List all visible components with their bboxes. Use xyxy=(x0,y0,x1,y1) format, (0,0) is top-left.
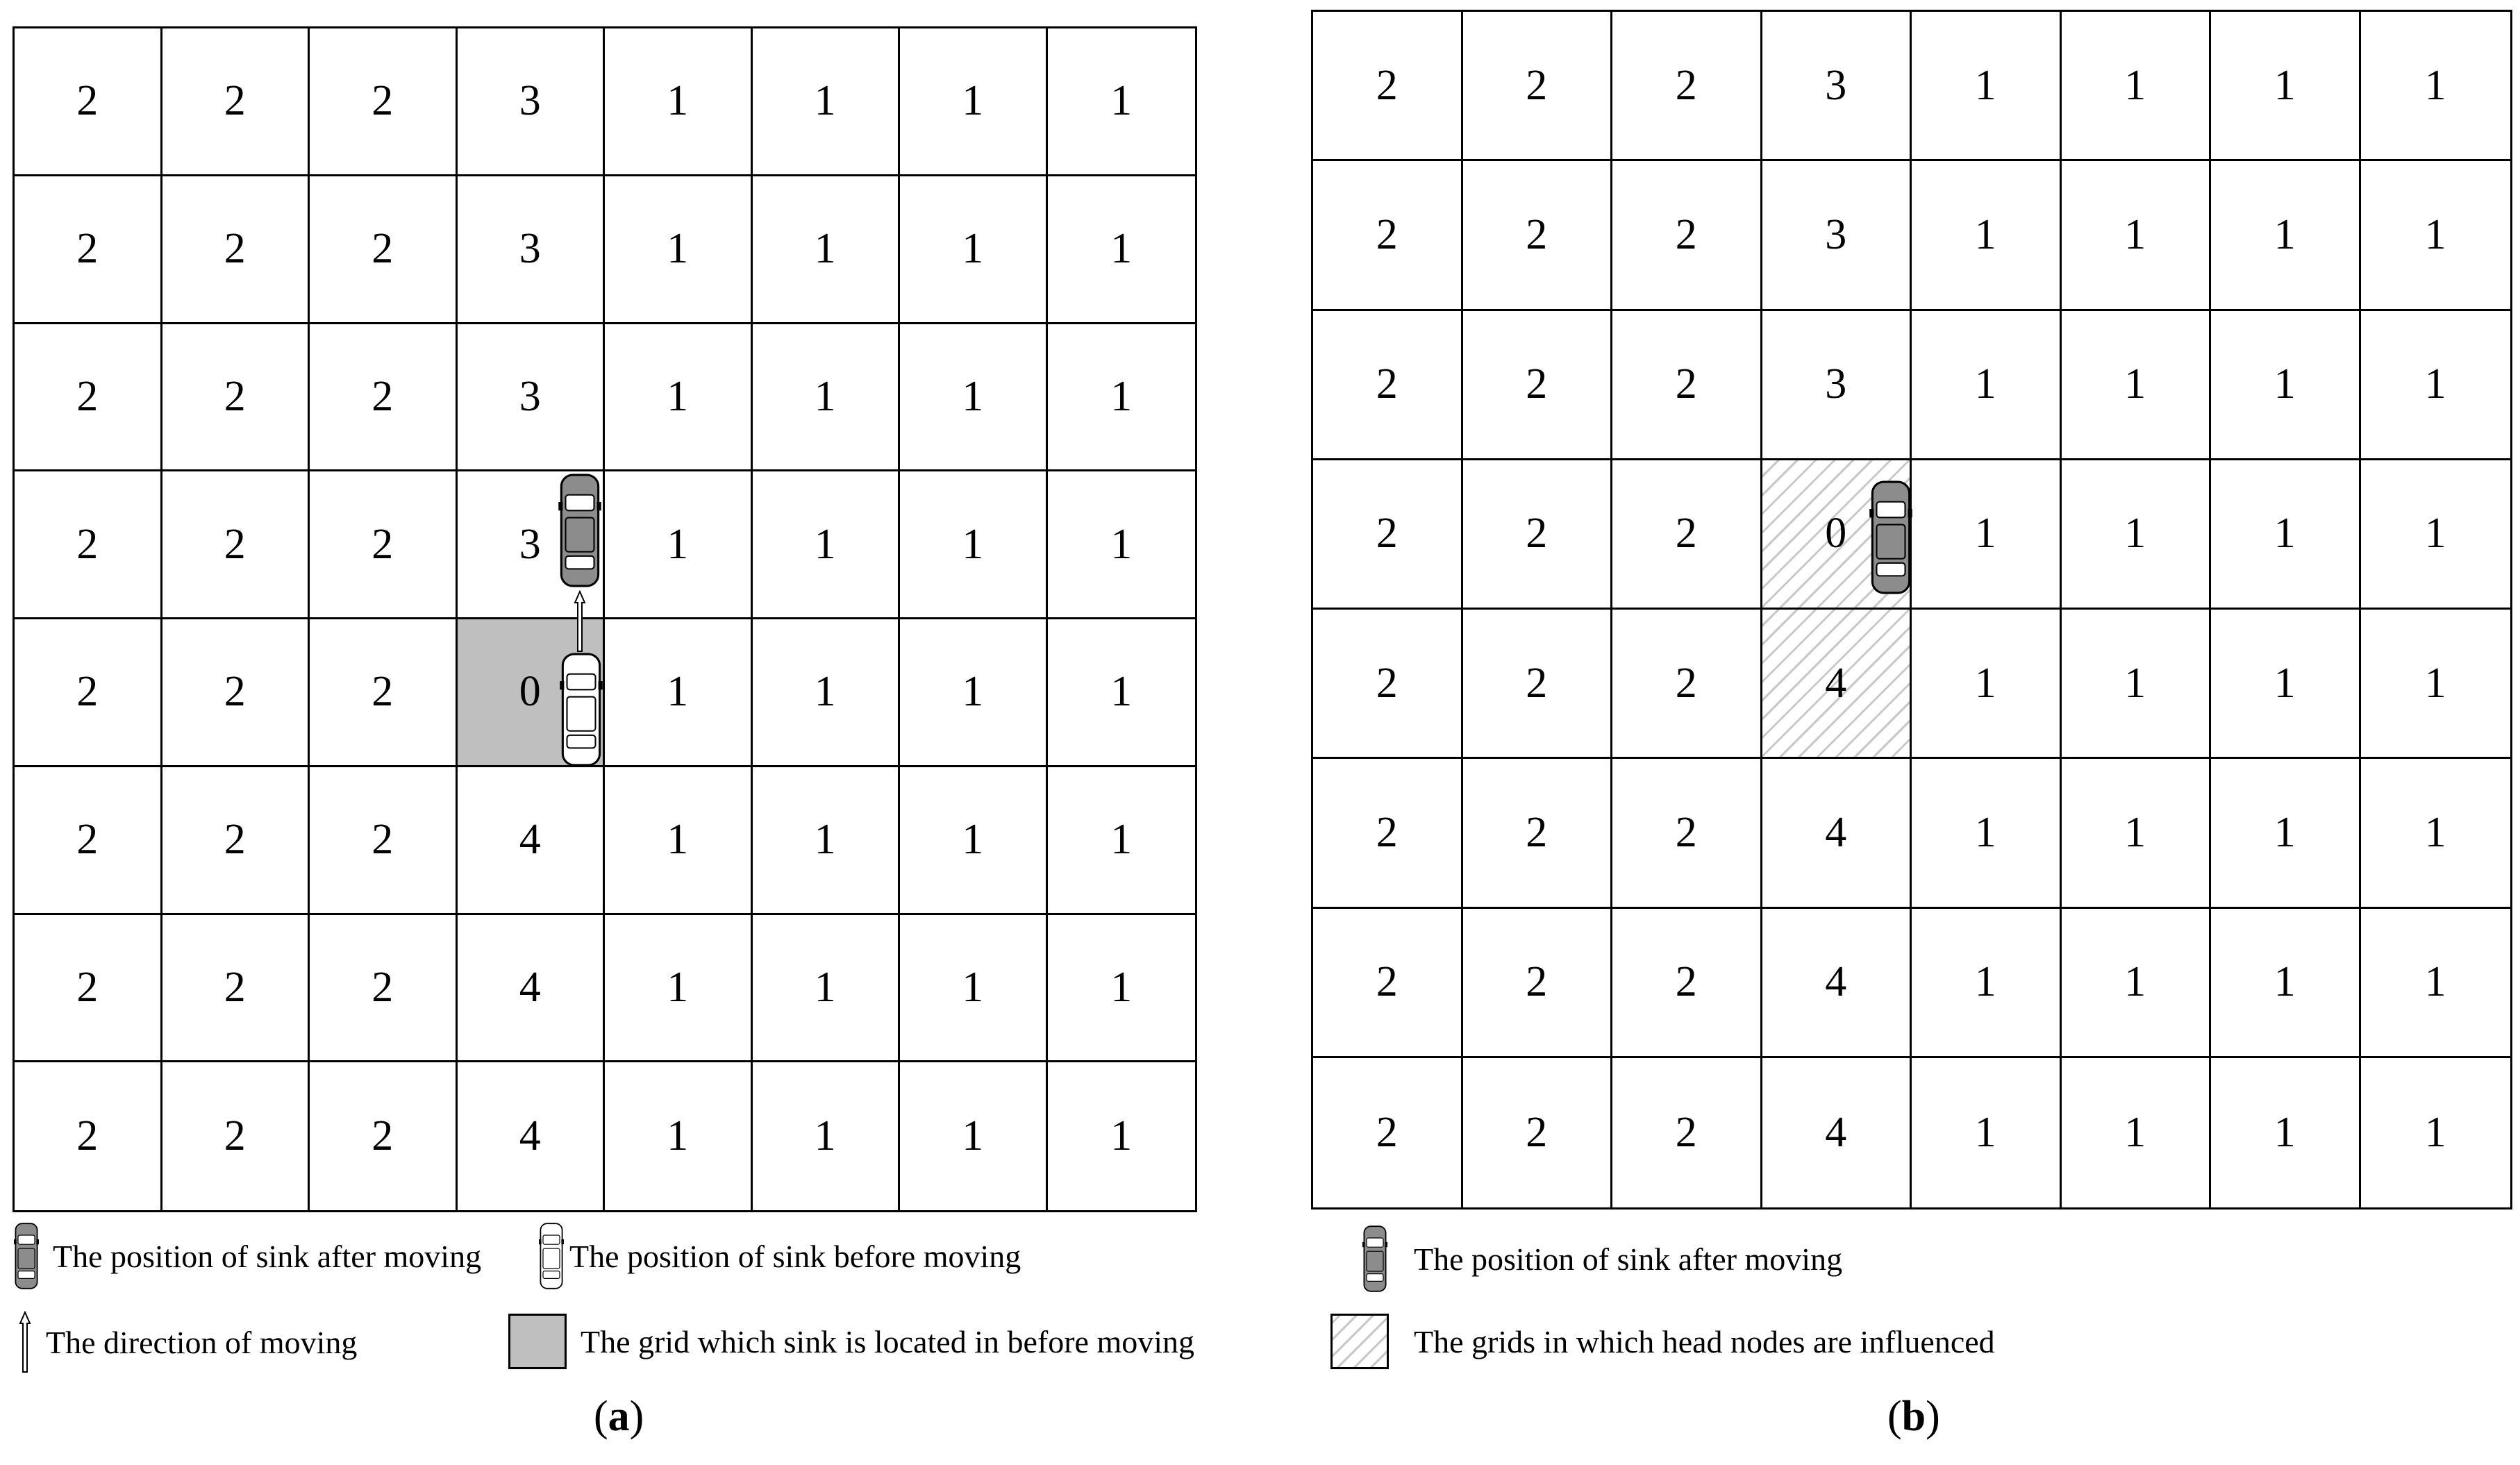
grid-cell-value: 1 xyxy=(1110,225,1133,273)
grid-cell-value: 2 xyxy=(224,77,246,125)
grid-cell xyxy=(1612,460,1762,610)
grid-cell xyxy=(15,324,162,472)
grid-cell xyxy=(1313,909,1463,1058)
grid-cell xyxy=(2211,1058,2361,1207)
grid-cell-value: 2 xyxy=(224,816,246,864)
grid-cell xyxy=(15,619,162,767)
grid-cell xyxy=(2211,161,2361,310)
grid-cell-value: 1 xyxy=(1110,77,1133,125)
grid-cell-value: 4 xyxy=(1825,1108,1847,1156)
grid-cell xyxy=(1313,12,1463,161)
grid-cell-value: 2 xyxy=(1526,61,1548,109)
grid-cell xyxy=(1048,28,1196,176)
grid-cell-value: 2 xyxy=(1675,61,1697,109)
grid-cell xyxy=(162,176,310,324)
caption-b: (b) xyxy=(1887,1393,1940,1440)
grid-cell-value: 2 xyxy=(1675,210,1697,258)
grid-cell xyxy=(753,1062,901,1210)
grid-cell-value: 1 xyxy=(962,668,984,716)
grid-cell-value: 2 xyxy=(372,816,394,864)
grid-cell xyxy=(1612,311,1762,460)
sink-after-moving-car-icon xyxy=(1869,480,1912,594)
grid-cell-value: 2 xyxy=(1675,659,1697,707)
grid-cell xyxy=(2361,12,2511,161)
grid-cell-value: 2 xyxy=(76,372,99,420)
grid-cell-value: 1 xyxy=(2124,1108,2146,1156)
grid-cell-value: 1 xyxy=(814,1112,836,1160)
grid-cell xyxy=(1762,1058,1912,1207)
grid-cell-value: 1 xyxy=(2273,958,2296,1006)
grid-cell-value: 1 xyxy=(814,77,836,125)
grid-cell xyxy=(900,619,1048,767)
grid-cell xyxy=(1048,324,1196,472)
grid-cell-value: 4 xyxy=(1825,808,1847,856)
grid-cell xyxy=(310,1062,458,1210)
grid-cell-value: 3 xyxy=(519,520,541,568)
grid-cell xyxy=(2211,909,2361,1058)
car-dark-icon xyxy=(1362,1225,1387,1293)
grid-cell-value: 1 xyxy=(1974,510,1996,558)
grid-cell xyxy=(310,619,458,767)
grid-cell xyxy=(2361,311,2511,460)
grid-cell xyxy=(2361,460,2511,610)
grid-cell-value: 1 xyxy=(2424,958,2446,1006)
grid-cell xyxy=(1463,311,1613,460)
grid-cell xyxy=(1048,619,1196,767)
grid-cell xyxy=(900,176,1048,324)
grid-cell-value: 1 xyxy=(1974,61,1996,109)
grid-cell xyxy=(1612,759,1762,908)
grid-cell xyxy=(1313,1058,1463,1207)
grid-cell xyxy=(2361,909,2511,1058)
grid-cell xyxy=(1762,909,1912,1058)
grid-cell-value: 2 xyxy=(224,668,246,716)
grid-cell-value: 2 xyxy=(1675,360,1697,408)
grid-cell-value: 1 xyxy=(2124,360,2146,408)
grid-cell xyxy=(2361,759,2511,908)
grid-cell-value: 1 xyxy=(2424,1108,2446,1156)
grid-cell xyxy=(1912,759,2062,908)
grid-cell xyxy=(1912,460,2062,610)
grid-cell xyxy=(1912,1058,2062,1207)
grid-cell-value: 2 xyxy=(1376,510,1398,558)
grid-cell xyxy=(2062,610,2212,759)
grid-cell xyxy=(753,619,901,767)
grid-cell xyxy=(605,767,753,915)
grid-cell-value: 2 xyxy=(1376,61,1398,109)
grid-cell xyxy=(753,176,901,324)
grid-cell-value: 1 xyxy=(2273,659,2296,707)
grid-cell xyxy=(900,1062,1048,1210)
sink-after-moving-car-icon xyxy=(558,474,601,587)
grid-cell xyxy=(2062,12,2212,161)
grid-cell-value: 1 xyxy=(2424,808,2446,856)
legend-sink-after-label: The position of sink after moving xyxy=(53,1238,482,1274)
grid-cell xyxy=(2211,460,2361,610)
grid-cell-value: 2 xyxy=(224,372,246,420)
grid-cell xyxy=(2211,12,2361,161)
grid-cell-value: 2 xyxy=(1675,808,1697,856)
grid-cell xyxy=(753,28,901,176)
grid-cell-value: 2 xyxy=(1526,808,1548,856)
grid-cell-value: 1 xyxy=(2124,61,2146,109)
grid-cell xyxy=(1463,909,1613,1058)
grid-cell-value: 1 xyxy=(814,520,836,568)
grid-cell xyxy=(1313,610,1463,759)
grid-cell-value: 1 xyxy=(962,816,984,864)
grid-cell-value: 2 xyxy=(1376,360,1398,408)
grid-cell-value: 1 xyxy=(814,668,836,716)
grid-cell-value: 2 xyxy=(76,520,99,568)
grid-a xyxy=(12,26,1197,1212)
grid-cell-value: 1 xyxy=(1974,659,1996,707)
grid-cell-value: 1 xyxy=(2124,659,2146,707)
grid-cell xyxy=(2062,460,2212,610)
legend-sink-before xyxy=(539,1222,1021,1290)
grid-cell xyxy=(1762,759,1912,908)
grid-cell xyxy=(900,915,1048,1063)
grid-cell xyxy=(1463,460,1613,610)
grid-cell xyxy=(1048,1062,1196,1210)
grid-cell-value: 1 xyxy=(1110,816,1133,864)
grid-cell-value: 2 xyxy=(1376,1108,1398,1156)
grid-cell-value: 1 xyxy=(814,225,836,273)
grid-cell-value: 1 xyxy=(667,77,689,125)
legend-direction-label: The direction of moving xyxy=(46,1324,358,1360)
grid-cell-value: 2 xyxy=(372,225,394,273)
grid-cell xyxy=(162,915,310,1063)
grid-cell xyxy=(2062,311,2212,460)
grid-cell-value: 1 xyxy=(962,520,984,568)
grid-cell-value: 2 xyxy=(224,963,246,1011)
grid-cell xyxy=(458,1062,606,1210)
car-light-icon xyxy=(539,1222,564,1290)
grid-cell xyxy=(1048,471,1196,619)
grid-cell xyxy=(458,28,606,176)
grid-cell-value: 1 xyxy=(1974,1108,1996,1156)
grid-cell xyxy=(1762,311,1912,460)
grid-cell-value: 3 xyxy=(1825,360,1847,408)
grid-cell-value: 1 xyxy=(814,816,836,864)
legend-sink-before-label: The position of sink before moving xyxy=(569,1238,1021,1274)
grid-cell-value: 1 xyxy=(1974,808,1996,856)
grid-cell xyxy=(753,324,901,472)
grid-cell xyxy=(2062,161,2212,310)
grid-cell-value: 3 xyxy=(519,225,541,273)
grid-cell xyxy=(310,915,458,1063)
grid-cell-value: 2 xyxy=(1526,958,1548,1006)
grid-cell-value: 1 xyxy=(1110,668,1133,716)
grid-cell xyxy=(458,176,606,324)
legend-direction xyxy=(18,1311,357,1373)
grid-cell-value: 1 xyxy=(667,963,689,1011)
grid-cell xyxy=(162,767,310,915)
grid-cell xyxy=(162,619,310,767)
grid-cell-value: 2 xyxy=(1675,1108,1697,1156)
grid-cell-value: 1 xyxy=(667,225,689,273)
grid-cell-value: 2 xyxy=(224,520,246,568)
panel-b xyxy=(1250,0,2520,1465)
grid-cell xyxy=(15,767,162,915)
grid-cell-value: 2 xyxy=(372,1112,394,1160)
grid-cell xyxy=(2062,759,2212,908)
grid-cell-value: 1 xyxy=(667,372,689,420)
grid-cell xyxy=(1463,759,1613,908)
grid-cell-value: 1 xyxy=(1974,360,1996,408)
grid-cell xyxy=(310,767,458,915)
grid-cell xyxy=(1463,610,1613,759)
grid-cell xyxy=(1762,161,1912,310)
grid-cell xyxy=(162,471,310,619)
grid-cell-value: 1 xyxy=(2124,958,2146,1006)
grid-cell xyxy=(605,324,753,472)
grid-cell xyxy=(162,324,310,472)
grid-cell xyxy=(1048,767,1196,915)
grid-cell-value: 2 xyxy=(76,963,99,1011)
grid-cell-value: 1 xyxy=(814,372,836,420)
grid-cell-value: 1 xyxy=(1110,963,1133,1011)
grid-cell-value: 1 xyxy=(2273,808,2296,856)
legend-sink-after-b xyxy=(1362,1225,1842,1293)
grid-cell xyxy=(753,767,901,915)
grid-cell xyxy=(753,915,901,1063)
grid-cell xyxy=(458,915,606,1063)
grid-cell-value: 2 xyxy=(372,963,394,1011)
grid-cell-value: 0 xyxy=(1825,510,1847,558)
caption-b-letter: b xyxy=(1901,1393,1926,1440)
legend-influenced-label: The grids in which head nodes are influenced xyxy=(1414,1323,1995,1359)
grid-cell-value: 1 xyxy=(962,1112,984,1160)
grid-cell-value: 1 xyxy=(962,372,984,420)
grid-cell-value: 1 xyxy=(2424,360,2446,408)
legend-influenced xyxy=(1330,1314,1995,1369)
grid-cell xyxy=(1313,759,1463,908)
grid-cell xyxy=(15,471,162,619)
grid-cell-value: 1 xyxy=(2124,210,2146,258)
grid-cell xyxy=(753,471,901,619)
grid-cell xyxy=(1463,1058,1613,1207)
grid-cell-value: 2 xyxy=(1376,210,1398,258)
grid-cell-value: 4 xyxy=(1825,958,1847,1006)
grid-cell xyxy=(2211,759,2361,908)
grid-cell xyxy=(310,28,458,176)
grid-cell xyxy=(162,1062,310,1210)
grid-cell-value: 1 xyxy=(667,668,689,716)
grid-cell xyxy=(900,471,1048,619)
grid-cell-value: 2 xyxy=(224,225,246,273)
grid-cell-value: 2 xyxy=(1376,958,1398,1006)
grid-cell-value: 2 xyxy=(372,77,394,125)
grid-b xyxy=(1311,10,2512,1209)
grid-cell xyxy=(1912,12,2062,161)
legend-sink-after xyxy=(14,1222,481,1290)
grid-cell-value: 2 xyxy=(76,816,99,864)
grid-cell-value: 2 xyxy=(1526,659,1548,707)
grid-cell-value: 0 xyxy=(519,668,541,716)
grid-cell xyxy=(605,1062,753,1210)
grid-cell xyxy=(900,28,1048,176)
grid-cell xyxy=(605,915,753,1063)
grid-cell-value: 2 xyxy=(1526,360,1548,408)
grid-cell-value: 1 xyxy=(1110,520,1133,568)
grid-cell-value: 1 xyxy=(1110,372,1133,420)
grid-cell-value: 2 xyxy=(1675,958,1697,1006)
grid-cell-value: 4 xyxy=(519,1112,541,1160)
grid-cell xyxy=(605,176,753,324)
grid-cell-value: 1 xyxy=(2273,1108,2296,1156)
legend-grid-before-label: The grid which sink is located in before moving xyxy=(581,1323,1195,1359)
grid-cell xyxy=(1912,311,2062,460)
grid-cell xyxy=(1762,610,1912,759)
up-arrow-icon xyxy=(18,1311,32,1373)
grid-cell-value: 2 xyxy=(372,668,394,716)
legend-grid-before xyxy=(508,1314,1194,1369)
hatch-swatch-icon xyxy=(1330,1314,1389,1369)
grid-cell xyxy=(1313,161,1463,310)
grid-cell-value: 1 xyxy=(2273,510,2296,558)
grid-cell-value: 1 xyxy=(1974,958,1996,1006)
grid-cell-value: 2 xyxy=(1526,1108,1548,1156)
grid-cell xyxy=(310,324,458,472)
grid-cell xyxy=(1912,161,2062,310)
grid-cell-value: 1 xyxy=(667,816,689,864)
grid-cell-value: 1 xyxy=(2424,210,2446,258)
grid-cell-value: 2 xyxy=(372,520,394,568)
grid-cell xyxy=(310,176,458,324)
grid-cell-value: 1 xyxy=(2124,510,2146,558)
grid-cell xyxy=(1612,161,1762,310)
grid-cell-value: 1 xyxy=(2124,808,2146,856)
sink-before-moving-car-icon xyxy=(560,653,603,767)
grid-cell-value: 3 xyxy=(1825,61,1847,109)
grid-cell xyxy=(15,1062,162,1210)
grid-cell xyxy=(900,324,1048,472)
grid-cell xyxy=(15,915,162,1063)
grid-cell-value: 1 xyxy=(962,225,984,273)
grid-cell xyxy=(15,28,162,176)
grid-cell xyxy=(900,767,1048,915)
grid-cell-value: 2 xyxy=(1376,659,1398,707)
grid-cell xyxy=(1048,176,1196,324)
grid-cell xyxy=(2062,909,2212,1058)
direction-arrow-icon xyxy=(574,590,586,653)
grid-cell-value: 1 xyxy=(2273,210,2296,258)
grid-cell xyxy=(2211,311,2361,460)
grid-cell xyxy=(1313,311,1463,460)
car-dark-icon xyxy=(14,1222,39,1290)
grid-cell xyxy=(1463,12,1613,161)
grid-cell xyxy=(2211,610,2361,759)
grid-cell-value: 2 xyxy=(1376,808,1398,856)
grid-cell xyxy=(458,767,606,915)
grid-cell xyxy=(1912,610,2062,759)
grid-cell xyxy=(310,471,458,619)
grid-cell-value: 2 xyxy=(1526,510,1548,558)
grid-cell xyxy=(1463,161,1613,310)
grid-cell-value: 2 xyxy=(372,372,394,420)
grid-cell xyxy=(1612,909,1762,1058)
grid-cell xyxy=(458,324,606,472)
grid-cell-value: 1 xyxy=(2424,659,2446,707)
grid-cell-value: 2 xyxy=(76,225,99,273)
grid-cell xyxy=(1912,909,2062,1058)
grid-cell xyxy=(1313,460,1463,610)
grid-cell xyxy=(2062,1058,2212,1207)
grid-cell-value: 1 xyxy=(2424,510,2446,558)
grid-cell-value: 4 xyxy=(1825,659,1847,707)
grid-cell xyxy=(605,471,753,619)
grid-cell-value: 1 xyxy=(814,963,836,1011)
legend-sink-after-b-label: The position of sink after moving xyxy=(1414,1241,1843,1277)
panel-a xyxy=(0,0,1250,1465)
grid-cell-value: 1 xyxy=(2273,360,2296,408)
caption-a: (a) xyxy=(594,1393,644,1440)
grid-cell xyxy=(1612,12,1762,161)
grid-cell-value: 1 xyxy=(962,963,984,1011)
grid-cell-value: 1 xyxy=(2424,61,2446,109)
grid-cell-value: 2 xyxy=(224,1112,246,1160)
grid-cell-value: 1 xyxy=(1110,1112,1133,1160)
grid-cell-value: 2 xyxy=(1675,510,1697,558)
grid-cell-value: 3 xyxy=(519,372,541,420)
grid-cell xyxy=(1612,1058,1762,1207)
grid-cell-value: 1 xyxy=(667,1112,689,1160)
grid-cell-value: 3 xyxy=(1825,210,1847,258)
grid-cell xyxy=(1762,12,1912,161)
grid-cell xyxy=(2361,1058,2511,1207)
grid-cell-value: 2 xyxy=(76,668,99,716)
grid-cell xyxy=(605,28,753,176)
grid-cell-value: 2 xyxy=(76,1112,99,1160)
grid-cell-value: 2 xyxy=(1526,210,1548,258)
gray-swatch-icon xyxy=(508,1314,567,1369)
grid-cell xyxy=(605,619,753,767)
grid-cell xyxy=(15,176,162,324)
grid-cell-value: 1 xyxy=(667,520,689,568)
grid-cell xyxy=(2361,161,2511,310)
grid-cell-value: 1 xyxy=(962,77,984,125)
grid-cell-value: 3 xyxy=(519,77,541,125)
grid-cell-value: 1 xyxy=(1974,210,1996,258)
grid-cell-value: 4 xyxy=(519,816,541,864)
grid-cell-value: 2 xyxy=(76,77,99,125)
grid-cell xyxy=(1612,610,1762,759)
caption-a-letter: a xyxy=(608,1393,630,1440)
grid-cell-value: 1 xyxy=(2273,61,2296,109)
grid-cell xyxy=(1048,915,1196,1063)
grid-cell xyxy=(2361,610,2511,759)
grid-cell xyxy=(162,28,310,176)
grid-cell-value: 4 xyxy=(519,963,541,1011)
